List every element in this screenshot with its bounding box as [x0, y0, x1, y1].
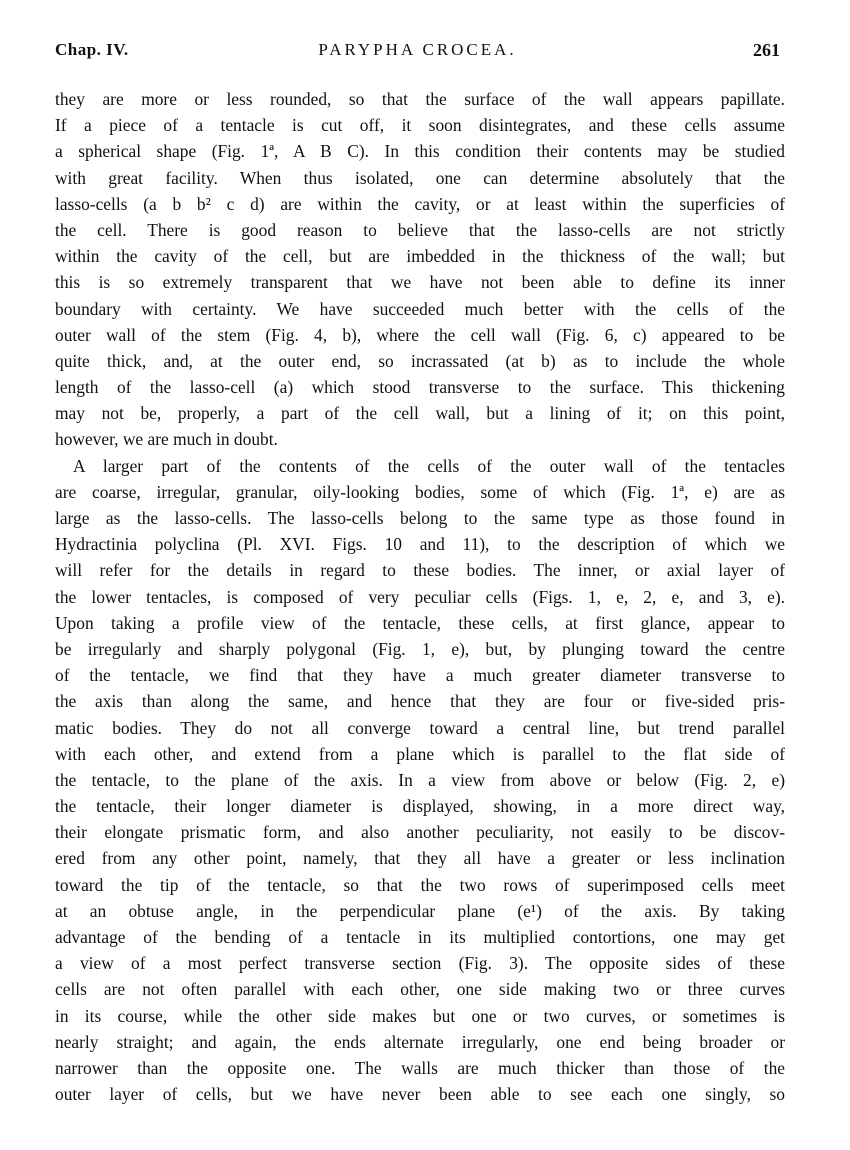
chapter-label: Chap. IV. — [55, 40, 129, 59]
paragraph — [55, 86, 785, 453]
text-line: the tentacle, their longer diameter is displayed, showing, in a more direct way, — [55, 796, 785, 817]
text-line: are coarse, irregular, granular, oily-looking bodies, some of which (Fig. 1ª, e) are as — [55, 481, 785, 502]
text-line: ered from any other point, namely, that they all have a greater or less inclination — [55, 848, 785, 869]
text-line: the cell. There is good reason to believe that the lasso-cells are not strictly — [55, 219, 785, 240]
text-line: the lower tentacles, is composed of very peculiar cells (Figs. 1, e, 2, e, and 3, e). — [55, 586, 785, 607]
text-line: large as the lasso-cells. The lasso-cells belong to the same type as those found in — [55, 508, 785, 528]
text-line: their elongate prismatic form, and also another peculiarity, not easily to be discov- — [55, 822, 785, 843]
running-header — [55, 40, 780, 66]
text-line: within the cavity of the cell, but are imbedded in the thickness of the wall; but — [55, 246, 785, 267]
text-line: will refer for the details in regard to these bodies. The inner, or axial layer of — [55, 560, 785, 581]
text-line: lasso-cells (a b b² c d) are within the cavity, or at least within the superficies of — [55, 193, 785, 214]
text-line: advantage of the bending of a tentacle in its multiplied contortions, one may get — [55, 927, 785, 947]
text-line: a view of a most perfect transverse section (Fig. 3). The opposite sides of these — [55, 953, 785, 974]
text-line: may not be, properly, a part of the cell wall, but a lining of it; on this point, — [55, 403, 785, 424]
text-line: a spherical shape (Fig. 1ª, A B C). In this condition their contents may be studied — [55, 141, 785, 162]
text-line: in its course, while the other side makes but one or two curves, or sometimes is — [55, 1005, 785, 1026]
text-line: length of the lasso-cell (a) which stood transverse to the surface. This thickening — [55, 377, 785, 398]
text-line: cells are not often parallel with each other, one side making two or three curves — [55, 979, 785, 1000]
text-line: at an obtuse angle, in the perpendicular plane (e¹) of the axis. By taking — [55, 900, 785, 921]
text-line: outer layer of cells, but we have never been able to see each one singly, so — [55, 1084, 785, 1105]
text-line: Upon taking a profile view of the tentacle, these cells, at first glance, appear to — [55, 612, 785, 633]
text-line: outer wall of the stem (Fig. 4, b), where the cell wall (Fig. 6, c) appeared to be — [55, 324, 785, 345]
text-line: boundary with certainty. We have succeeded much better with the cells of the — [55, 298, 785, 319]
text-line: the axis than along the same, and hence that they are four or five-sided pris- — [55, 691, 785, 712]
text-line: they are more or less rounded, so that the surface of the wall appears papillate. — [55, 89, 785, 109]
running-title: PARYPHA CROCEA. — [318, 40, 517, 59]
text-line: this is so extremely transparent that we have not been able to define its inner — [55, 272, 785, 293]
text-line: nearly straight; and again, the ends alternate irregularly, one end being broader or — [55, 1031, 785, 1052]
text-line: with each other, and extend from a plane which is parallel to the flat side of — [55, 743, 785, 764]
text-line: toward the tip of the tentacle, so that the two rows of superimposed cells meet — [55, 874, 785, 895]
text-line: with great facility. When thus isolated, one can determine absolutely that the — [55, 167, 785, 188]
body-text — [55, 86, 785, 1107]
text-line: be irregularly and sharply polygonal (Fig. 1, e), but, by plunging toward the centre — [55, 638, 785, 659]
text-line: If a piece of a tentacle is cut off, it soon disintegrates, and these cells assume — [55, 115, 785, 136]
text-line: quite thick, and, at the outer end, so incrassated (at b) as to include the whole — [55, 350, 785, 371]
text-line: Hydractinia polyclina (Pl. XVI. Figs. 10 and 11), to the description of which we — [55, 534, 785, 555]
paragraph — [55, 453, 785, 1108]
text-line: matic bodies. They do not all converge toward a central line, but trend parallel — [55, 717, 785, 738]
text-line: narrower than the opposite one. The walls are much thicker than those of the — [55, 1057, 785, 1078]
page-number: 261 — [753, 40, 780, 60]
text-line: A larger part of the contents of the cells of the outer wall of the tentacles — [73, 455, 785, 476]
text-line: the tentacle, to the plane of the axis. In a view from above or below (Fig. 2, e) — [55, 769, 785, 790]
text-line: of the tentacle, we find that they have a much greater diameter transverse to — [55, 665, 785, 686]
text-line: however, we are much in doubt. — [55, 429, 278, 450]
